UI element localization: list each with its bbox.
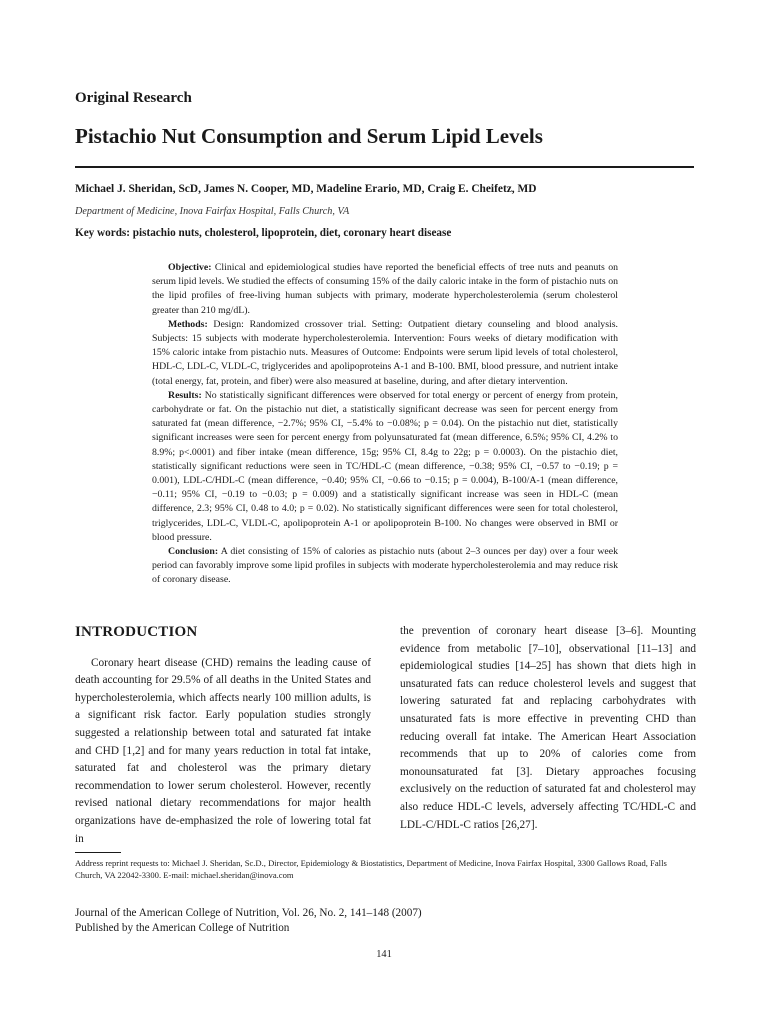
abstract bbox=[152, 261, 618, 588]
journal-info bbox=[75, 906, 422, 935]
results-text: No statistically significant differences were observed for total energy or percent of energy from protein, carbohydrate or fat. On the pistachio nut diet, a statistically significant decrease was seen for percent energy from saturated fat (mean difference, −2.7%; 95% CI, −5.4% to −0.08%; p = 0.04). On the pistachio nut diet, statistically significant increases were seen for percent energy from polyunsaturated fat (mean difference, 6.5%; 95% CI, 4.2% to 8.9%; p<.0001) and fiber intake (mean difference, 15g; 95% CI, 8.4g to 22g; p = 0.0003). On the pistachio diet, statistically significant reductions were seen in TC/HDL-C (mean difference, −0.38; 95% CI, −0.57 to −0.19; p = 0.001), LDL-C/HDL-C (mean difference, −0.40; 95% CI, −0.66 to −0.15; p = 0.004), B-100/A-1 (mean difference, −0.11; 95% CI, −0.19 to −0.03; p = 0.009) and a statistically significant increase was seen in HDL-C (mean difference, 2.3; 95% CI, 0.48 to 4.0; p = 0.02). No statistically significant differences were seen for total cholesterol, triglycerides, LDL-C, VLDL-C, apolipoprotein A-1 or apolipoprotein B-100. No changes were observed in BMI or blood pressure. bbox=[152, 389, 619, 543]
page-number: 141 bbox=[376, 949, 392, 960]
journal-publisher: Published by the American College of Nutrition bbox=[75, 921, 290, 934]
title-rule bbox=[75, 166, 694, 168]
journal-citation: Journal of the American College of Nutrition, Vol. 26, No. 2, 141–148 (2007) bbox=[75, 907, 422, 919]
left-column bbox=[75, 624, 371, 848]
right-column bbox=[400, 623, 696, 834]
conclusion-label: Conclusion: bbox=[168, 546, 219, 558]
author-list: Michael J. Sheridan, ScD, James N. Cooper, MD, Madeline Erario, MD, Craig E. Cheifetz, MD bbox=[75, 183, 537, 195]
methods-text: Design: Randomized crossover trial. Setting: Outpatient dietary counseling and blood analysis. Subjects: 15 subjects with moderate hypercholesterolemia. Intervention: Fours weeks of dietary modification with 15% caloric intake from pistachio nuts. Measures of Outcome: Endpoints were serum lipid levels of total cholesterol, HDL-C, LDL-C, VLDL-C, triglycerides and apolipoproteins A-1 and B-100. BMI, blood pressure, and nutrient intake (total energy, fat, protein, and fiber) were also measured at baseline, during, and after dietary intervention. bbox=[152, 318, 618, 387]
reprint-footnote: Address reprint requests to: Michael J. Sheridan, Sc.D., Director, Epidemiology & Biostatistics, Department of Medicine, Inova Fairfax Hospital, 3300 Gallows Road, Falls Church, VA 22042-3300. E-mail: michael.sheridan@inova.com bbox=[75, 858, 667, 880]
keywords: Key words: pistachio nuts, cholesterol, lipoprotein, diet, coronary heart disease bbox=[75, 227, 452, 239]
abstract-conclusion bbox=[152, 545, 618, 588]
abstract-results bbox=[152, 389, 618, 545]
objective-label: Objective: bbox=[168, 262, 212, 273]
abstract-objective bbox=[152, 261, 618, 318]
results-label: Results: bbox=[168, 389, 202, 401]
conclusion-text: A diet consisting of 15% of calories as pistachio nuts (about 2–3 ounces per day) over a four week period can favorably improve some lipid profiles in subjects with moderate hypercholesterolemia and may reduce risk of coronary disease. bbox=[152, 546, 618, 586]
abstract-methods bbox=[152, 318, 618, 389]
objective-text: Clinical and epidemiological studies have reported the beneficial effects of tree nuts and peanuts on serum lipid levels. We studied the effects of consuming 15% of the daily caloric intake in the form of pistachio nuts on the lipid profiles of free-living human subjects with primary, moderate hypercholesterolemia (serum cholesterol greater than 210 mg/dL). bbox=[152, 262, 618, 316]
footnote-rule bbox=[75, 852, 121, 853]
introduction-paragraph-left: Coronary heart disease (CHD) remains the leading cause of death accounting for 29.5% of all deaths in the United States and hypercholesterolemia, which affects nearly 100 million adults, is a significant risk factor. Early population studies strongly suggested a relationship between total and saturated fat intake and CHD [1,2] and for many years reduction in total fat intake, saturated fat and cholesterol was the primary dietary recommendation to lower serum cholesterol. However, recently revised national dietary recommendations for major health organizations have de-emphasized the role of lowering total fat in bbox=[75, 656, 371, 845]
affiliation: Department of Medicine, Inova Fairfax Hospital, Falls Church, VA bbox=[75, 206, 350, 217]
introduction-heading: INTRODUCTION bbox=[75, 624, 198, 640]
section-label: Original Research bbox=[75, 90, 192, 106]
article-title: Pistachio Nut Consumption and Serum Lipid Levels bbox=[75, 124, 543, 148]
methods-label: Methods: bbox=[168, 318, 208, 330]
introduction-paragraph-right: the prevention of coronary heart disease [3–6]. Mounting evidence from metabolic [7–10], observational [11–13] and epidemiological studies [14–25] has shown that diets high in unsaturated fats can reduce cholesterol levels and suggest that lowering saturated fat and replacing carbohydrates with unsaturated fats is more effective in preventing CHD than reducing overall fat intake. The American Heart Association recommends that up to 20% of calories come from monounsaturated fat [3]. Dietary approaches focusing exclusively on the reduction of saturated fat and cholesterol may also reduce HDL-C levels, adversely affecting TC/HDL-C and LDL-C/HDL-C ratios [26,27]. bbox=[400, 625, 696, 831]
